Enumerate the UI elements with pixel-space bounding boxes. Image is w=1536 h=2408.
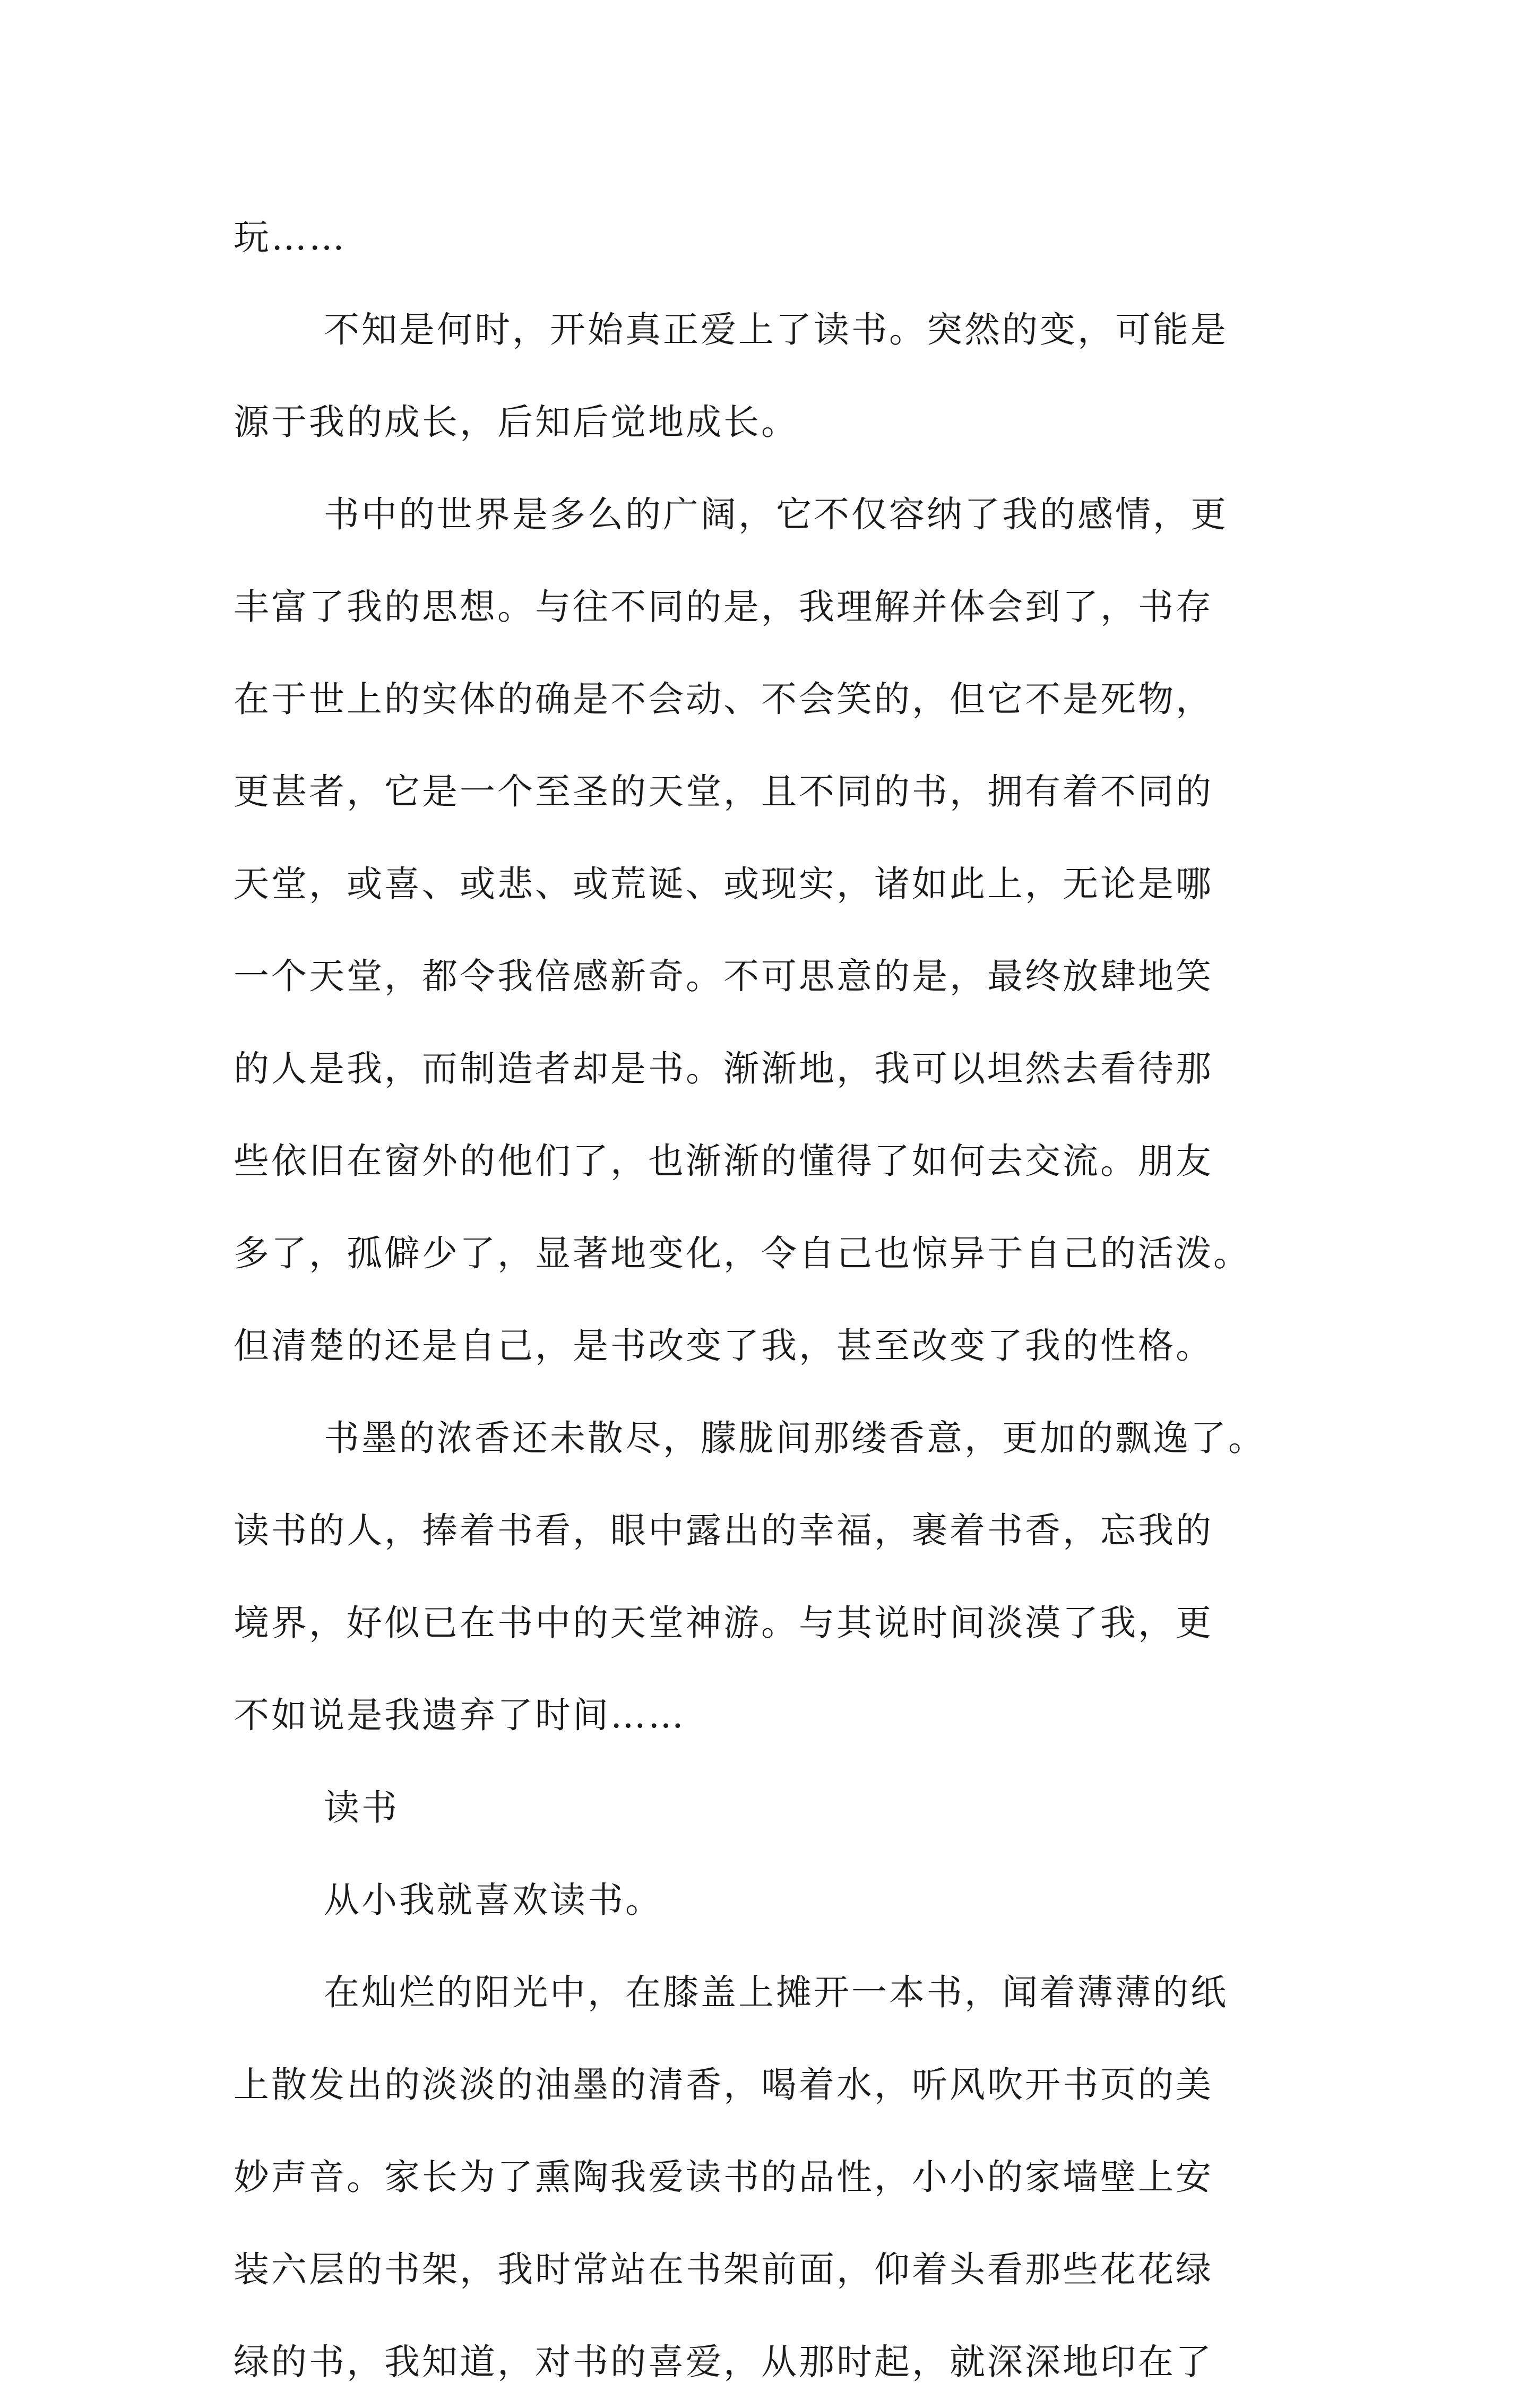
- text-line: 丰富了我的思想。与往不同的是，我理解并体会到了，书存: [234, 586, 1213, 627]
- section-heading: 读书: [324, 1787, 399, 1828]
- text-line: 天堂，或喜、或悲、或荒诞、或现实，诸如此上，无论是哪: [234, 863, 1213, 905]
- text-line: 从小我就喜欢读书。: [324, 1879, 663, 1921]
- text-line: 更甚者，它是一个至圣的天堂，且不同的书，拥有着不同的: [234, 771, 1213, 812]
- text-line: 境界，好似已在书中的天堂神游。与其说时间淡漠了我，更: [234, 1602, 1213, 1644]
- text-line: 读书的人，捧着书看，眼中露出的幸福，裹着书香，忘我的: [234, 1510, 1213, 1551]
- text-line: 绿的书，我知道，对书的喜爱，从那时起，就深深地印在了: [234, 2341, 1213, 2383]
- text-line: 源于我的成长，后知后觉地成长。: [234, 401, 799, 443]
- text-line: 些依旧在窗外的他们了，也渐渐的懂得了如何去交流。朋友: [234, 1140, 1213, 1182]
- text-line: 上散发出的淡淡的油墨的清香，喝着水，听风吹开书页的美: [234, 2064, 1213, 2105]
- text-line: 不如说是我遗弃了时间……: [234, 1695, 686, 1736]
- text-line: 书中的世界是多么的广阔，它不仅容纳了我的感情，更: [324, 494, 1228, 535]
- text-line: 在于世上的实体的确是不会动、不会笑的，但它不是死物，: [234, 678, 1213, 720]
- text-line: 不知是何时，开始真正爱上了读书。突然的变，可能是: [324, 309, 1228, 350]
- text-line: 但清楚的还是自己，是书改变了我，甚至改变了我的性格。: [234, 1325, 1213, 1366]
- text-line: 的人是我，而制造者却是书。渐渐地，我可以坦然去看待那: [234, 1048, 1213, 1089]
- text-line: 玩……: [234, 217, 347, 258]
- text-line: 多了，孤僻少了，显著地变化，令自己也惊异于自己的活泼。: [234, 1233, 1251, 1274]
- text-line: 一个天堂，都令我倍感新奇。不可思意的是，最终放肆地笑: [234, 956, 1213, 997]
- text-line: 在灿烂的阳光中，在膝盖上摊开一本书，闻着薄薄的纸: [324, 1972, 1228, 2013]
- text-line: 装六层的书架，我时常站在书架前面，仰着头看那些花花绿: [234, 2249, 1213, 2290]
- text-line: 书墨的浓香还未散尽，朦胧间那缕香意，更加的飘逸了。: [324, 1417, 1266, 1459]
- document-body: [234, 191, 1316, 2408]
- text-line: 妙声音。家长为了熏陶我爱读书的品性，小小的家墙壁上安: [234, 2156, 1213, 2198]
